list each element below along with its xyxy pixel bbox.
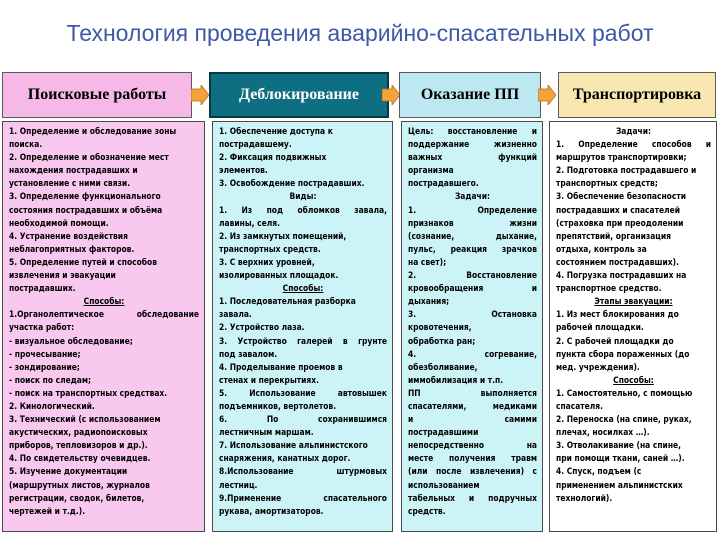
text-line: пострадавших и спасателей bbox=[556, 204, 680, 215]
text-line: 2. Восстановление bbox=[408, 270, 537, 281]
text-line: 1. Определение и обследование зоны bbox=[9, 126, 177, 136]
text-line: 7. Использование альпинистского bbox=[219, 440, 368, 451]
text-line: признаков жизни bbox=[408, 217, 537, 228]
text-line: пострадавших. bbox=[9, 283, 76, 294]
text-line: месте получения травм bbox=[408, 453, 537, 464]
transportation-column bbox=[549, 121, 717, 532]
section-heading: Способы: bbox=[282, 283, 324, 294]
text-line: 9.Применение спасательного bbox=[219, 492, 387, 503]
text-line: изолированных площадок. bbox=[219, 270, 339, 281]
text-line: состоянием пострадавших). bbox=[556, 256, 679, 267]
text-line: элементов. bbox=[219, 165, 268, 176]
text-line: - зондирование; bbox=[9, 361, 80, 372]
text-line: извлечения и эвакуации bbox=[9, 270, 116, 281]
text-line: кровотечения, bbox=[408, 322, 472, 333]
text-line: иммобилизация и т.п. bbox=[408, 374, 504, 385]
text-line: использованием bbox=[408, 479, 480, 490]
page-title: Технология проведения аварийно-спасательных работ bbox=[66, 20, 654, 46]
text-line: 5. Определение путей и способов bbox=[9, 256, 157, 267]
header-first-aid: Оказание ПП bbox=[399, 72, 541, 118]
text-line: кровообращения и bbox=[408, 283, 537, 294]
text-line: снаряжения, канатных дорог. bbox=[219, 453, 351, 464]
text-line: и самими bbox=[408, 414, 537, 425]
text-line: 1.Органолептическое обследование bbox=[9, 309, 199, 320]
section-heading: Задачи: bbox=[454, 191, 491, 202]
text-line: 4. Устранение воздействия bbox=[9, 230, 128, 241]
text-line: 1. Определение bbox=[408, 204, 537, 215]
text-line: лавины, селя. bbox=[219, 217, 280, 228]
text-line: 5. Использование автовышек bbox=[219, 387, 387, 398]
section-heading: Способы: bbox=[83, 296, 125, 307]
text-line: неблагоприятных факторов. bbox=[9, 243, 135, 254]
text-line: 3. Остановка bbox=[408, 309, 537, 320]
text-line: транспортных средств; bbox=[556, 178, 658, 189]
text-line: (страховка при преодолении bbox=[556, 217, 684, 228]
section-heading: Способы: bbox=[613, 374, 654, 385]
text-line: мед. учреждения). bbox=[556, 361, 640, 372]
text-line: обработка ран; bbox=[408, 335, 476, 346]
text-line: 2. Из замкнутых помещений, bbox=[219, 230, 347, 241]
text-line: спасателями, медиками bbox=[408, 400, 537, 411]
text-line: - поиск по следам; bbox=[9, 374, 92, 385]
text-line: рукава, амортизаторов. bbox=[219, 505, 324, 516]
text-line: (сознание, дыхание, bbox=[408, 230, 537, 241]
text-line: при помощи ткани, саней …). bbox=[556, 453, 685, 464]
text-line: 1. Самостоятельно, с помощью bbox=[556, 387, 693, 398]
text-line: непосредственно на bbox=[408, 440, 537, 451]
text-line: 2. Устройство лаза. bbox=[219, 322, 305, 333]
text-line: пульс, реакция зрачков bbox=[408, 243, 537, 254]
deblocking-column bbox=[212, 121, 393, 532]
text-line: поиска. bbox=[9, 139, 43, 150]
text-line: технологий). bbox=[556, 492, 613, 503]
text-line: стенах и перекрытиях. bbox=[219, 374, 319, 385]
text-line: пункта сбора пораженных (до bbox=[556, 348, 690, 359]
section-heading: Виды: bbox=[289, 191, 317, 202]
text-line: участка работ: bbox=[9, 322, 75, 333]
text-line: 3. Обеспечение безопасности bbox=[556, 191, 686, 202]
text-line: - поиск на транспортных средствах. bbox=[9, 387, 168, 398]
text-line: 8.Использование штурмовых bbox=[219, 466, 387, 477]
text-line: транспортное средство. bbox=[556, 283, 662, 294]
text-line: (маршрутных листов, журналов bbox=[9, 479, 150, 490]
text-line: - визуальное обследование; bbox=[9, 335, 133, 346]
text-line: 2. Подготовка пострадавшего и bbox=[556, 165, 697, 176]
text-line: плечах, носилках …). bbox=[556, 427, 650, 438]
text-line: 4. Проделывание проемов в bbox=[219, 361, 343, 372]
text-line: состояния пострадавших и объёма bbox=[9, 204, 163, 215]
text-line: под завалом. bbox=[219, 348, 278, 359]
text-line: регистрации, сводок, билетов, bbox=[9, 492, 145, 503]
first-aid-column bbox=[401, 121, 543, 532]
text-line: табельных и подручных bbox=[408, 492, 537, 503]
text-line: 1. Последовательная разборка bbox=[219, 296, 356, 307]
text-line: рабочей площадки. bbox=[556, 322, 644, 333]
search-work-column bbox=[2, 121, 205, 532]
text-line: пострадавшими bbox=[408, 427, 479, 438]
text-line: препятствий, организация bbox=[556, 230, 672, 241]
text-line: 2. Кинологический. bbox=[9, 400, 95, 411]
text-line: приборов, тепловизоров и др.). bbox=[9, 440, 148, 451]
text-line: 1. Обеспечение доступа к bbox=[219, 126, 333, 136]
arrow-right-icon bbox=[538, 85, 556, 105]
text-line: чертежей и т.д.). bbox=[9, 505, 86, 516]
text-line: 4. Спуск, подъем (с bbox=[556, 466, 642, 477]
arrow-right-icon bbox=[191, 85, 209, 105]
text-line: 3. Определение функционального bbox=[9, 191, 161, 202]
text-line: 6. По сохранившимся bbox=[219, 414, 387, 425]
text-line: 4. По свидетельству очевидцев. bbox=[9, 453, 151, 464]
text-line: пострадавшему. bbox=[219, 139, 292, 150]
text-line: подъемников, вертолетов. bbox=[219, 400, 337, 411]
text-line: - прочесывание; bbox=[9, 348, 81, 359]
text-line: 2. С рабочей площадки до bbox=[556, 335, 674, 346]
text-line: отдыха, контроль за bbox=[556, 243, 647, 254]
text-line: 3. С верхних уровней, bbox=[219, 256, 315, 267]
text-line: применением альпинистских bbox=[556, 479, 683, 490]
text-line: лестниц. bbox=[219, 479, 258, 490]
text-line: обезболивание, bbox=[408, 361, 478, 372]
text-line: Цель: восстановление и bbox=[408, 126, 537, 136]
text-line: спасателя. bbox=[556, 400, 604, 411]
text-line: 2. Переноска (на спине, руках, bbox=[556, 414, 692, 425]
text-line: поддержание жизненно bbox=[408, 139, 537, 150]
text-line: пострадавшего. bbox=[408, 178, 479, 189]
text-line: установление с ними связи. bbox=[9, 178, 131, 189]
text-line: 2. Определение и обозначение мест bbox=[9, 152, 169, 163]
text-line: акустических, радиопоисковых bbox=[9, 427, 148, 438]
header-transportation: Транспортировка bbox=[558, 72, 716, 118]
text-line: дыхания; bbox=[408, 296, 450, 307]
text-line: 1. Из под обломков завала, bbox=[219, 204, 387, 215]
text-line: 2. Фиксация подвижных bbox=[219, 152, 327, 163]
text-line: транспортных средств. bbox=[219, 243, 321, 254]
section-heading: Этапы эвакуации: bbox=[594, 296, 673, 307]
header-deblocking: Деблокирование bbox=[209, 72, 389, 118]
text-line: 4. согревание, bbox=[408, 348, 537, 359]
text-line: важных функций bbox=[408, 152, 537, 163]
text-line: 1. Из мест блокирования до bbox=[556, 309, 679, 320]
text-line: 3. Устройство галерей в грунте bbox=[219, 335, 387, 346]
text-line: ПП выполняется bbox=[408, 387, 537, 398]
text-line: организма bbox=[408, 165, 454, 176]
text-line: 3. Отволакивание (на спине, bbox=[556, 440, 681, 451]
text-line: нахождения пострадавших и bbox=[9, 165, 138, 176]
text-line: (или после извлечения) с bbox=[408, 466, 537, 477]
text-line: на свет); bbox=[408, 256, 447, 267]
text-line: лестничным маршам. bbox=[219, 427, 314, 438]
section-heading: Задачи: bbox=[615, 126, 652, 136]
text-line: завала. bbox=[219, 309, 252, 320]
text-line: 5. Изучение документации bbox=[9, 466, 128, 477]
arrow-right-icon bbox=[382, 85, 400, 105]
text-line: 3. Технический (с использованием bbox=[9, 414, 161, 425]
text-line: маршрутов транспортировки; bbox=[556, 152, 687, 163]
text-line: 1. Определение способов и bbox=[556, 139, 711, 150]
text-line: необходимой помощи. bbox=[9, 217, 109, 228]
header-search-work: Поисковые работы bbox=[2, 72, 192, 118]
text-line: 3. Освобождение пострадавших. bbox=[219, 178, 365, 189]
text-line: 4. Погрузка пострадавших на bbox=[556, 270, 687, 281]
text-line: средств. bbox=[408, 505, 446, 516]
